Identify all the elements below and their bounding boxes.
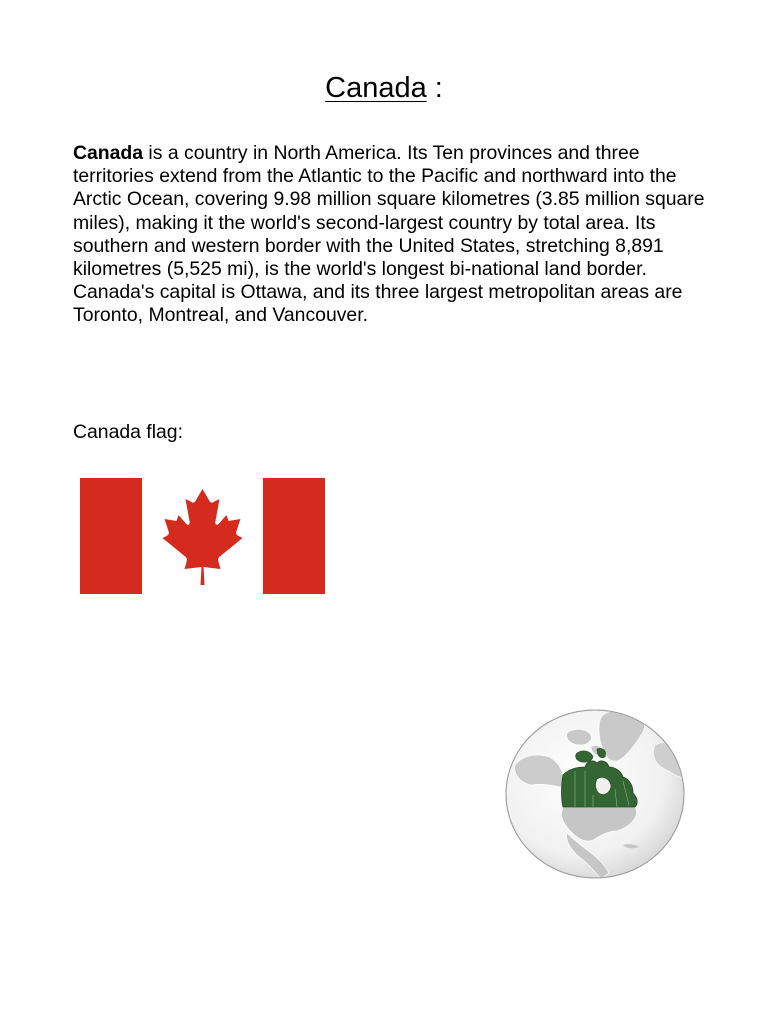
flag-left-band — [80, 478, 142, 594]
page-title-suffix: : — [426, 72, 443, 104]
hudson-bay — [596, 777, 612, 794]
canada-flag-icon — [80, 478, 325, 594]
flag-caption: Canada flag: — [73, 421, 183, 443]
page-title — [0, 70, 768, 106]
flag-right-band — [263, 478, 325, 594]
page-title-text: Canada — [325, 72, 427, 104]
intro-paragraph — [73, 142, 713, 328]
intro-bold-term: Canada — [73, 142, 144, 164]
canada-orthographic-globe-icon — [505, 709, 685, 879]
intro-body-text: is a country in North America. Its Ten provinces and three territories extend from the Atlantic to the Pacific and northward into the Arctic Ocean, covering 9.98 million square kilometres (3.85 million square miles), making it the world's second-largest country by total area. Its southern and western border with the United States, stretching 8,891 kilometres (5,525 mi), is the world's longest bi-national land border. Canada's capital is Ottawa, and its three largest metropolitan areas are Toronto, Montreal, and Vancouver. — [73, 142, 705, 327]
